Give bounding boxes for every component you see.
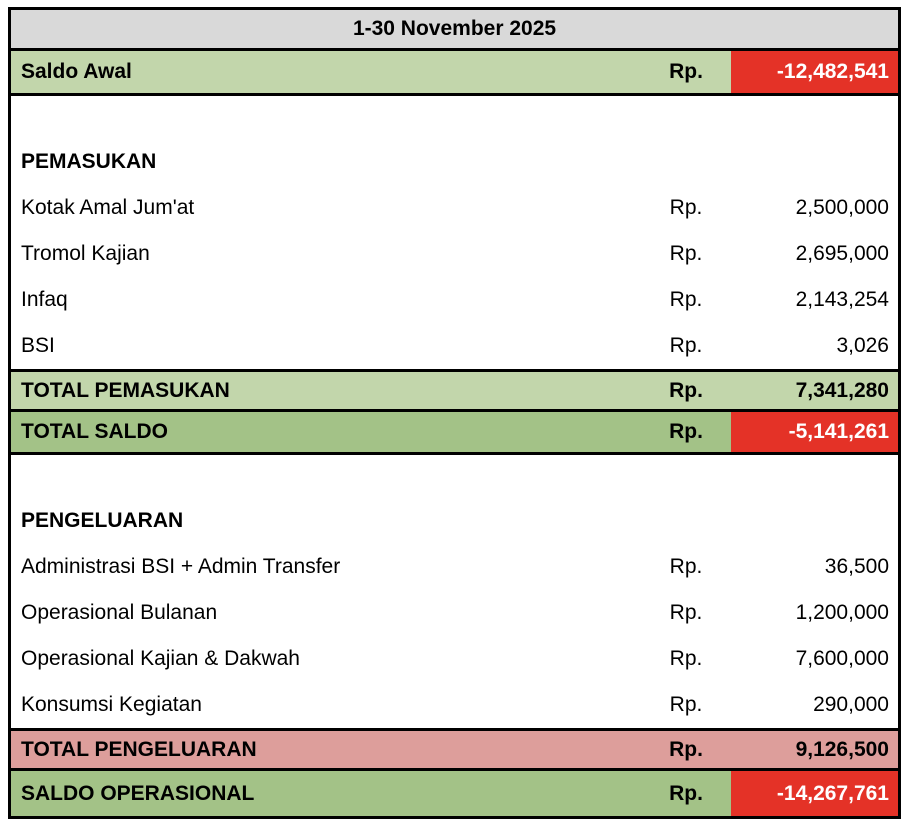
currency-label: Rp. [669, 555, 703, 578]
negative-amount-value: -14,267,761 [731, 771, 898, 816]
amount-value: 2,500,000 [795, 196, 889, 219]
currency-label: Rp. [669, 737, 703, 761]
currency-label: Rp. [669, 693, 703, 716]
row-label: TOTAL PEMASUKAN [21, 378, 230, 402]
section-header-pengeluaran [11, 498, 898, 544]
expense-item-row [11, 590, 898, 636]
amount-value: 3,026 [836, 334, 889, 357]
total-pengeluaran-row [11, 728, 898, 771]
income-item-row [11, 231, 898, 277]
saldo-awal-row [11, 51, 898, 96]
currency-label: Rp. [669, 60, 703, 83]
row-label: SALDO OPERASIONAL [21, 781, 255, 805]
row-label: Operasional Bulanan [21, 601, 218, 624]
spacer-row [11, 96, 898, 139]
expense-item-row [11, 544, 898, 590]
section-label: PENGELUARAN [21, 509, 184, 532]
total-saldo-row [11, 412, 898, 455]
row-label: Administrasi BSI + Admin Transfer [21, 555, 341, 578]
row-label: BSI [21, 334, 55, 357]
cash-report-table [8, 7, 901, 819]
currency-label: Rp. [669, 647, 703, 670]
row-label: TOTAL SALDO [21, 420, 168, 443]
currency-label: Rp. [669, 196, 703, 219]
expense-item-row [11, 636, 898, 682]
saldo-operasional-row [11, 771, 898, 816]
currency-label: Rp. [669, 378, 703, 402]
negative-amount-value: -5,141,261 [731, 412, 898, 452]
amount-value: 2,695,000 [795, 242, 889, 265]
amount-value: 2,143,254 [795, 288, 889, 311]
amount-value: 1,200,000 [795, 601, 889, 624]
row-label: Tromol Kajian [21, 242, 150, 265]
section-header-pemasukan [11, 139, 898, 185]
income-item-row [11, 323, 898, 369]
row-label: Infaq [21, 288, 68, 311]
currency-label: Rp. [669, 420, 703, 443]
period-title: 1-30 November 2025 [352, 17, 557, 40]
amount-value: 7,341,280 [795, 378, 889, 402]
currency-label: Rp. [669, 242, 703, 265]
amount-value: 36,500 [824, 555, 889, 578]
row-label: Operasional Kajian & Dakwah [21, 647, 300, 670]
currency-label: Rp. [669, 334, 703, 357]
currency-label: Rp. [669, 781, 703, 805]
row-label: Konsumsi Kegiatan [21, 693, 202, 716]
section-label: PEMASUKAN [21, 150, 157, 173]
income-item-row [11, 185, 898, 231]
period-header-row [11, 10, 898, 51]
amount-value: 290,000 [813, 693, 889, 716]
negative-amount-value: -12,482,541 [731, 51, 898, 93]
total-pemasukan-row [11, 369, 898, 412]
row-label: Saldo Awal [21, 60, 132, 83]
row-label: Kotak Amal Jum'at [21, 196, 195, 219]
expense-item-row [11, 682, 898, 728]
amount-value: 7,600,000 [795, 647, 889, 670]
currency-label: Rp. [669, 288, 703, 311]
spacer-row [11, 455, 898, 498]
currency-label: Rp. [669, 601, 703, 624]
income-item-row [11, 277, 898, 323]
amount-value: 9,126,500 [795, 737, 889, 761]
row-label: TOTAL PENGELUARAN [21, 737, 257, 761]
